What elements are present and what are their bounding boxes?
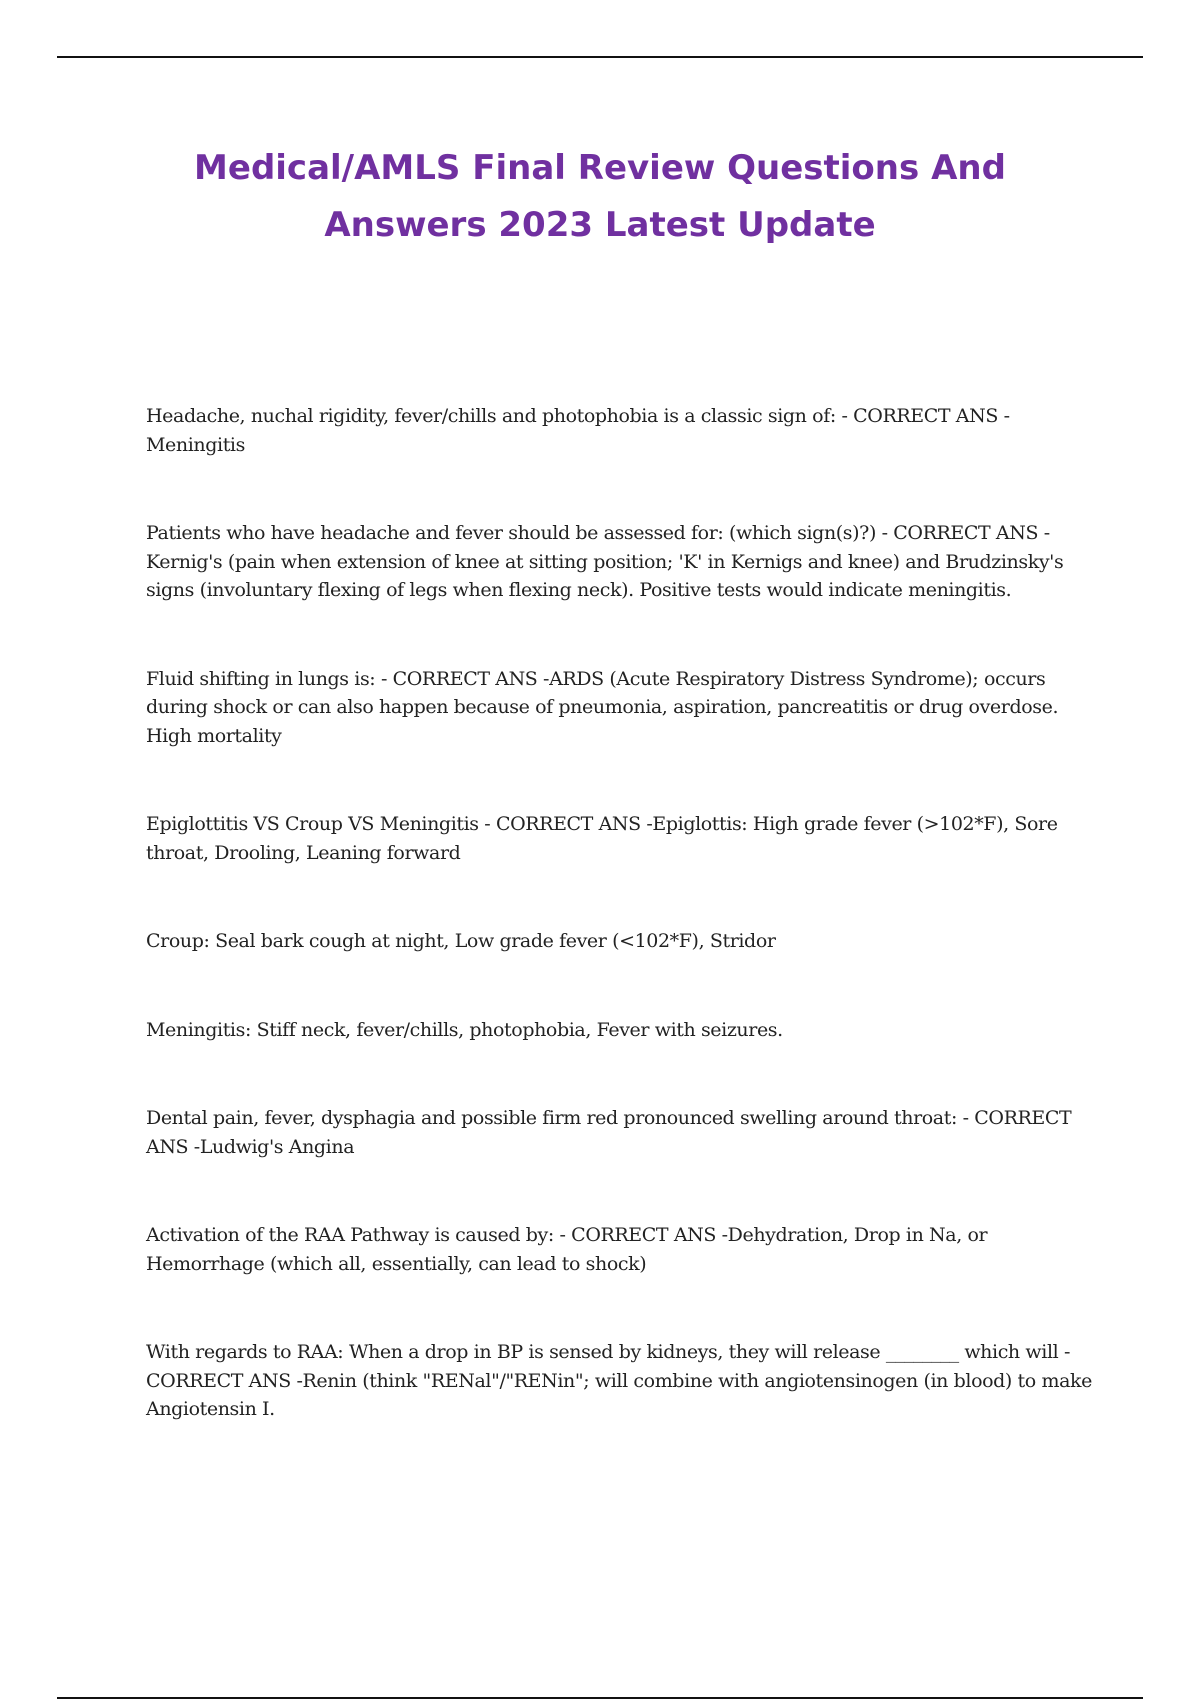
qa-list [146, 402, 1096, 1484]
title-line-1: Medical/AMLS Final Review Questions And [194, 148, 1006, 188]
document-title [100, 140, 1100, 254]
qa-item-croup: Croup: Seal bark cough at night, Low grade fever (<102*F), Stridor [146, 930, 776, 952]
qa-item-epiglottitis-croup-meningitis: Epiglottitis VS Croup VS Meningitis - CORRECT ANS -Epiglottis: High grade fever (>102*F), Sore throat, Drooling, Leaning forward [146, 813, 1058, 864]
qa-item-raa-renin: With regards to RAA: When a drop in BP is sensed by kidneys, they will release ________ which will - CORRECT ANS -Renin (think "RENal"/"RENin"; will combine with angiotensinogen (in blood) to make Angiotensin I. [146, 1341, 1092, 1420]
title-line-2: Answers 2023 Latest Update [324, 205, 876, 245]
qa-item-kernig-brudzinsky: Patients who have headache and fever should be assessed for: (which sign(s)?) - CORRECT ANS - Kernig's (pain when extension of knee at sitting position; 'K' in Kernigs and knee) and Brudzinsky's signs (involuntary flexing of legs when flexing neck). Positive tests would indicate meningitis. [146, 522, 1064, 601]
qa-item-raa-activation: Activation of the RAA Pathway is caused by: - CORRECT ANS -Dehydration, Drop in Na, or Hemorrhage (which all, essentially, can lead to shock) [146, 1224, 988, 1275]
qa-item-meningitis: Meningitis: Stiff neck, fever/chills, photophobia, Fever with seizures. [146, 1018, 783, 1041]
bottom-divider [57, 1697, 1143, 1699]
qa-item-ards: Fluid shifting in lungs is: - CORRECT ANS -ARDS (Acute Respiratory Distress Syndrome); occurs during shock or can also happen because of pneumonia, aspiration, pancreatitis or drug overdose. High mortality [146, 667, 1059, 747]
qa-item-meningitis-signs: Headache, nuchal rigidity, fever/chills and photophobia is a classic sign of: - CORRECT ANS - Meningitis [146, 405, 1010, 456]
top-divider [57, 56, 1143, 58]
qa-item-ludwigs-angina: Dental pain, fever, dysphagia and possible firm red pronounced swelling around throat: - CORRECT ANS -Ludwig's Angina [146, 1107, 1072, 1158]
